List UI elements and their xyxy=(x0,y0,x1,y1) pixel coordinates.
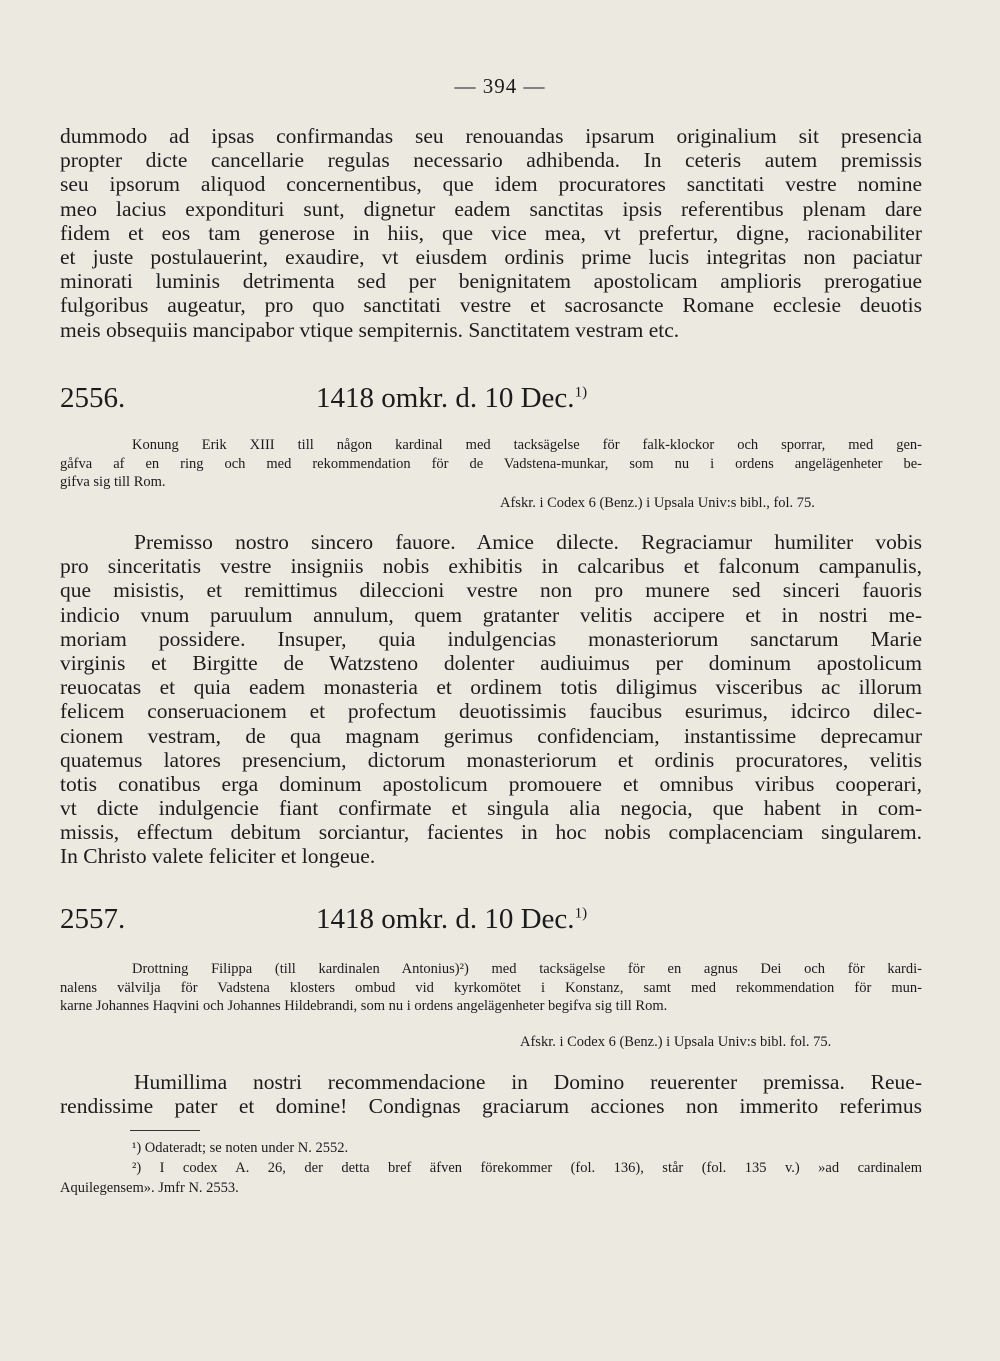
text-line: minorati luminis detrimenta sed per benignitatem apostolicam amplioris prerogatiue xyxy=(60,269,922,294)
footnotes xyxy=(60,1138,922,1198)
doc-2556-source: Afskr. i Codex 6 (Benz.) i Upsala Univ:s bibl., fol. 75. xyxy=(500,495,815,511)
doc-2557-date-text: 1418 omkr. d. 10 Dec. xyxy=(316,903,575,935)
footnote-line: ¹) Odateradt; se noten under N. 2552. xyxy=(132,1140,349,1156)
doc-2556-summary xyxy=(60,436,922,492)
page-number: — 394 — xyxy=(454,74,546,98)
doc-2556-date xyxy=(316,382,587,415)
text-line: totis conatibus erga dominum apostolicum promouere et omnibus viribus cooperari, xyxy=(60,771,922,796)
summary-line: Konung Erik XIII till någon kardinal med tacksägelse för falk-klockor och sporrar, med gen- xyxy=(132,437,922,453)
footnote-line: ²) I codex A. 26, der detta bref äfven förekommer (fol. 136), står (fol. 135 v.) »ad cardinalem xyxy=(132,1160,922,1176)
text-line: Premisso nostro sincero fauore. Amice dilecte. Regraciamur humiliter vobis xyxy=(134,530,922,554)
doc-2556-date-text: 1418 omkr. d. 10 Dec. xyxy=(316,382,575,414)
summary-line: karne Johannes Haqvini och Johannes Hildebrandi, som nu i ordens angelägenheter begifva sig till Rom. xyxy=(60,998,668,1014)
footnote-line: Aquilegensem». Jmfr N. 2553. xyxy=(60,1180,239,1196)
text-line: In Christo valete feliciter et longeue. xyxy=(60,844,376,869)
text-line: vt dicte indulgencie fiant confirmate et singula alia negocia, que habent in com- xyxy=(60,796,922,821)
text-line: fulgoribus augeatur, pro quo sanctitati vestre et sacrosancte Romane ecclesie deuotis xyxy=(60,293,922,318)
text-line: propter dicte cancellarie regulas necessario adhibenda. In ceteris autem premissis xyxy=(60,148,922,173)
text-line: quatemus latores presencium, dictorum monasteriorum et ordinis procuratores, velitis xyxy=(60,747,922,772)
text-line: et juste postulauerint, exaudire, vt eiusdem ordinis prime lucis integritas non paciatur xyxy=(60,244,922,269)
doc-2557-summary xyxy=(60,960,922,1016)
doc-2557-text xyxy=(60,1070,922,1118)
footnote-ref-number: 1 xyxy=(574,905,583,922)
text-line: rendissime pater et domine! Condignas graciarum acciones non immerito referimus xyxy=(60,1094,922,1119)
text-line: moriam possidere. Insuper, quia indulgencias monasteriorum sanctarum Marie xyxy=(60,626,922,651)
summary-line: Drottning Filippa (till kardinalen Antonius)²) med tacksägelse för en agnus Dei och för kardi- xyxy=(132,961,922,977)
footnote-divider xyxy=(130,1130,200,1131)
text-line: fidem et eos tam generose in hiis, que vice mea, vt prefertur, digne, racionabiliter xyxy=(60,220,922,245)
text-line: meis obsequiis mancipabor vtique sempiternis. Sanctitatem vestram etc. xyxy=(60,317,680,342)
text-line: meo lacius expondituri sunt, dignetur eadem sanctitas ipsis referentibus plenam dare xyxy=(60,196,922,221)
doc-2557-date xyxy=(316,903,587,936)
footnote-ref: 1) xyxy=(574,384,588,401)
text-line: pro sinceritatis vestre insigniis nobis exhibitis in calcaribus et falconum campanulis, xyxy=(60,554,922,579)
doc-2556-text xyxy=(60,530,922,869)
doc-2557-number: 2557. xyxy=(60,903,126,935)
text-line: dummodo ad ipsas confirmandas seu renouandas ipsarum originalium sit presencia xyxy=(60,124,922,148)
summary-line: gifva sig till Rom. xyxy=(60,474,166,490)
text-line: cionem vestram, de qua magnam gerimus confidenciam, instantissime deprecamur xyxy=(60,723,922,748)
text-line: seu ipsorum aliquod concernentibus, que idem procuratores sanctitati vestre nomine xyxy=(60,172,922,197)
text-line: virginis et Birgitte de Watzsteno dolenter audiuimus per dominum apostolicum xyxy=(60,650,922,675)
footnote-ref: 1) xyxy=(574,905,588,922)
doc-2556-number: 2556. xyxy=(60,382,126,414)
text-line: felicem conseruacionem et profectum deuotissimis faucibus esurimus, idcirco dilec- xyxy=(60,699,922,724)
summary-line: gåfva af en ring och med rekommendation för de Vadstena-munkar, som nu i ordens angelägenheter be- xyxy=(60,455,922,472)
text-line: Humillima nostri recommendacione in Domino reuerenter premissa. Reue- xyxy=(134,1070,922,1094)
text-line: missis, effectum debitum sorciantur, facientes in hoc nobis complacenciam singularem. xyxy=(60,820,922,845)
intro-text xyxy=(60,124,922,342)
summary-line: nalens välvilja för Vadstena klosters ombud vid kyrkomötet i Konstanz, samt med rekommendation för mun- xyxy=(60,979,922,996)
text-line: que misistis, et remittimus dileccioni vestre non pro munere sed sinceri fauoris xyxy=(60,578,922,603)
doc-2557-source: Afskr. i Codex 6 (Benz.) i Upsala Univ:s bibl. fol. 75. xyxy=(520,1034,832,1050)
footnote-ref-number: 1 xyxy=(574,384,583,401)
text-line: reuocatas et quia eadem monasteria et ordinem totis diligimus visceribus ac illorum xyxy=(60,675,922,700)
text-line: indicio vnum paruulum annulum, quem gratanter velitis accipere et in nostri me- xyxy=(60,602,922,627)
